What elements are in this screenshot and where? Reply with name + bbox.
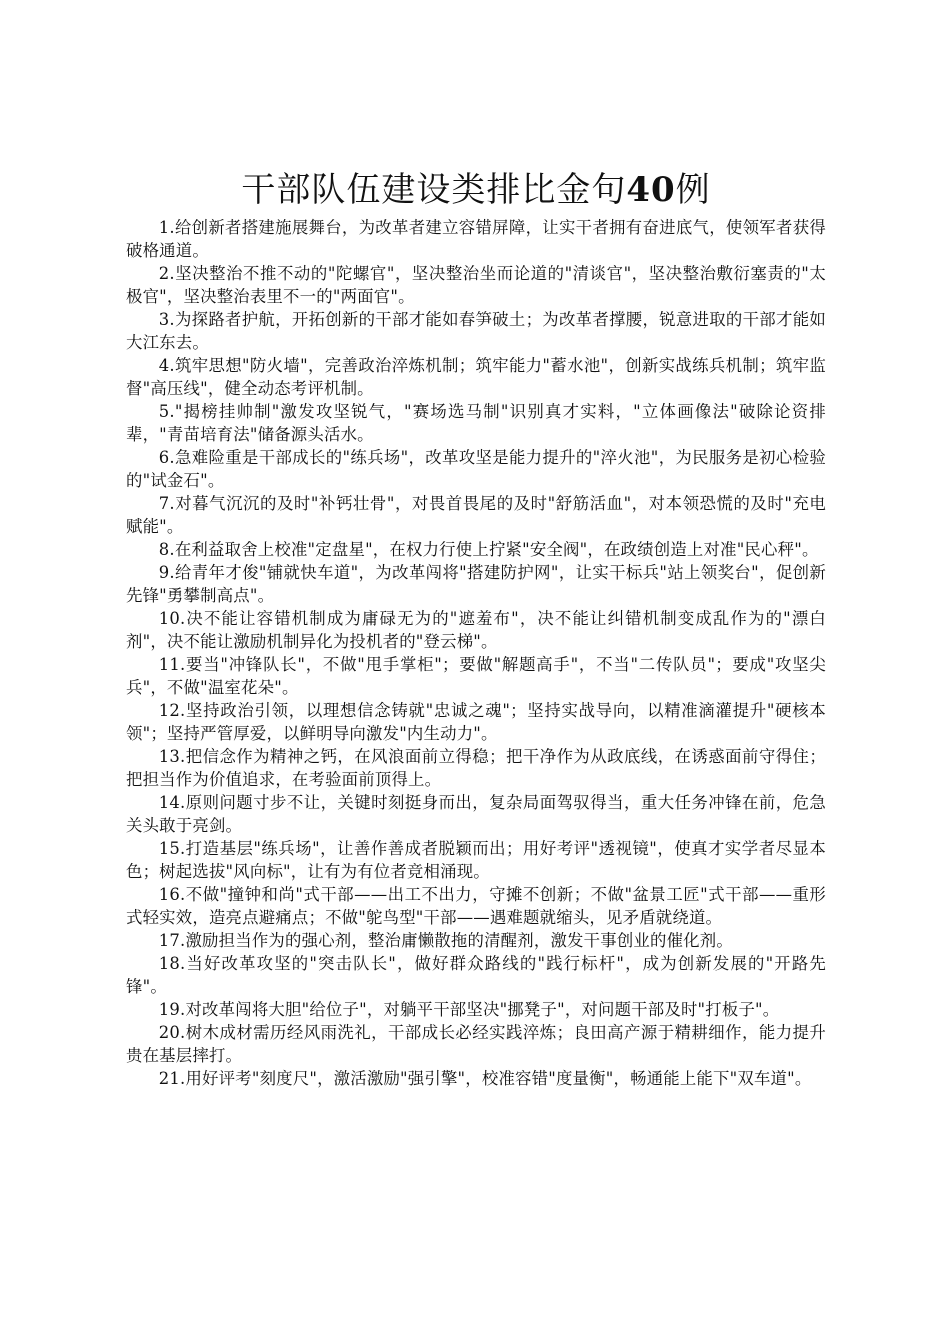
list-item: 20.树木成材需历经风雨洗礼，干部成长必经实践淬炼；良田高产源于精耕细作，能力提升贵在基层摔打。 (126, 1023, 826, 1065)
list-item: 2.坚决整治不推不动的"陀螺官"，坚决整治坐而论道的"清谈官"，坚决整治敷衍塞责的"太极官"，坚决整治表里不一的"两面官"。 (126, 264, 826, 306)
list-item: 9.给青年才俊"铺就快车道"，为改革闯将"搭建防护网"，让实干标兵"站上领奖台"，促创新先锋"勇攀制高点"。 (126, 563, 826, 605)
list-item: 5."揭榜挂帅制"激发攻坚锐气，"赛场选马制"识别真才实料，"立体画像法"破除论资排辈，"青苗培育法"储备源头活水。 (126, 402, 826, 444)
list-item: 6.急难险重是干部成长的"练兵场"，改革攻坚是能力提升的"淬火池"，为民服务是初心检验的"试金石"。 (126, 448, 826, 490)
title-suffix: 例 (675, 170, 711, 210)
list-item: 17.激励担当作为的强心剂，整治庸懒散拖的清醒剂，激发干事创业的催化剂。 (158, 931, 733, 950)
list-item: 16.不做"撞钟和尚"式干部——出工不出力，守摊不创新；不做"盆景工匠"式干部——重形式轻实效，造亮点避痛点；不做"鸵鸟型"干部——遇难题就缩头，见矛盾就绕道。 (126, 885, 826, 927)
list-item: 1.给创新者搭建施展舞台，为改革者建立容错屏障，让实干者拥有奋进底气，使领军者获得破格通道。 (126, 218, 826, 260)
item-list (126, 216, 826, 1090)
list-item: 18.当好改革攻坚的"突击队长"，做好群众路线的"践行标杆"，成为创新发展的"开路先锋"。 (126, 954, 826, 996)
list-item: 19.对改革闯将大胆"给位子"，对躺平干部坚决"挪凳子"，对问题干部及时"打板子"。 (158, 1000, 780, 1019)
list-item: 11.要当"冲锋队长"，不做"甩手掌柜"；要做"解题高手"，不当"二传队员"；要成"攻坚尖兵"，不做"温室花朵"。 (126, 655, 826, 697)
list-item: 12.坚持政治引领，以理想信念铸就"忠诚之魂"；坚持实战导向，以精准滴灌提升"硬核本领"；坚持严管厚爱，以鲜明导向激发"内生动力"。 (126, 701, 826, 743)
list-item: 8.在利益取舍上校准"定盘星"，在权力行使上拧紧"安全阀"，在政绩创造上对准"民心秤"。 (158, 540, 819, 559)
list-item: 21.用好评考"刻度尺"，激活激励"强引擎"，校准容错"度量衡"，畅通能上能下"双车道"。 (158, 1069, 812, 1088)
list-item: 10.决不能让容错机制成为庸碌无为的"遮羞布"，决不能让纠错机制变成乱作为的"漂白剂"，决不能让激励机制异化为投机者的"登云梯"。 (126, 609, 826, 651)
document-title (126, 168, 826, 212)
list-item: 7.对暮气沉沉的及时"补钙壮骨"，对畏首畏尾的及时"舒筋活血"，对本领恐慌的及时"充电赋能"。 (126, 494, 826, 536)
list-item: 14.原则问题寸步不让，关键时刻挺身而出，复杂局面驾驭得当，重大任务冲锋在前，危急关头敢于亮剑。 (126, 793, 826, 835)
title-number: 40 (626, 170, 676, 210)
list-item: 13.把信念作为精神之钙，在风浪面前立得稳；把干净作为从政底线，在诱惑面前守得住；把担当作为价值追求，在考验面前顶得上。 (126, 747, 826, 789)
title-text: 干部队伍建设类排比金句 (241, 170, 627, 210)
list-item: 15.打造基层"练兵场"，让善作善成者脱颖而出；用好考评"透视镜"，使真才实学者尽显本色；树起选拔"风向标"，让有为有位者竞相涌现。 (126, 839, 826, 881)
list-item: 4.筑牢思想"防火墙"，完善政治淬炼机制；筑牢能力"蓄水池"，创新实战练兵机制；筑牢监督"高压线"，健全动态考评机制。 (126, 356, 826, 398)
list-item: 3.为探路者护航，开拓创新的干部才能如春笋破土；为改革者撑腰，锐意进取的干部才能如大江东去。 (126, 310, 826, 352)
